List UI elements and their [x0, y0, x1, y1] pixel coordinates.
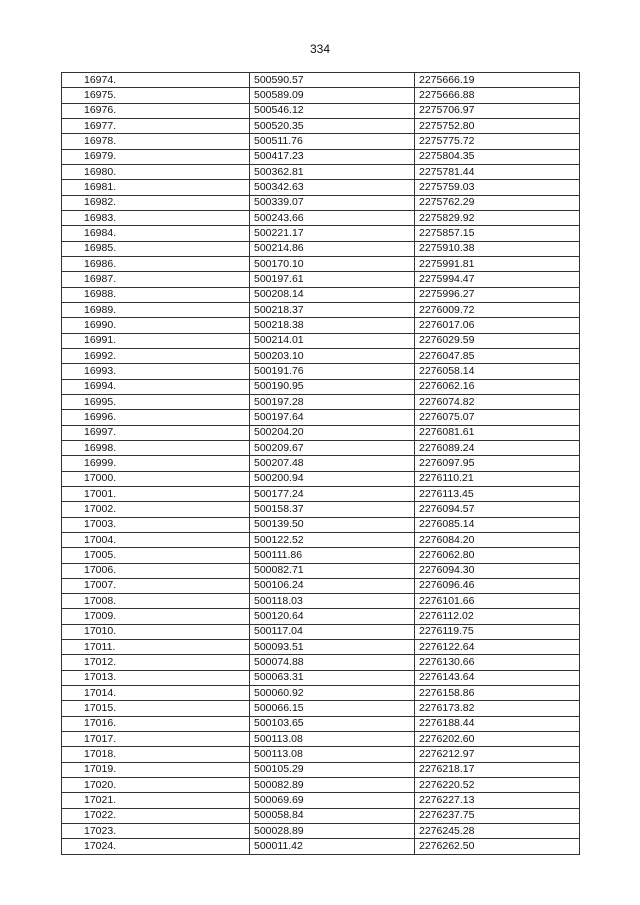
- y-coordinate-cell: 2276227.13: [415, 793, 580, 808]
- y-coordinate-cell: 2276122.64: [415, 640, 580, 655]
- x-coordinate-cell: 500058.84: [250, 808, 415, 823]
- y-coordinate-cell: 2276143.64: [415, 670, 580, 685]
- y-coordinate-cell: 2276218.17: [415, 762, 580, 777]
- y-coordinate-cell: 2276112.02: [415, 609, 580, 624]
- x-coordinate-cell: 500546.12: [250, 103, 415, 118]
- x-coordinate-cell: 500105.29: [250, 762, 415, 777]
- x-coordinate-cell: 500197.28: [250, 394, 415, 409]
- x-coordinate-cell: 500362.81: [250, 164, 415, 179]
- x-coordinate-cell: 500139.50: [250, 517, 415, 532]
- coordinates-table: [61, 72, 580, 855]
- point-number-cell: 16978.: [62, 134, 250, 149]
- table-row: [62, 272, 580, 287]
- table-row: [62, 425, 580, 440]
- point-number-cell: 16977.: [62, 118, 250, 133]
- point-number-cell: 17006.: [62, 563, 250, 578]
- point-number-cell: 16995.: [62, 394, 250, 409]
- y-coordinate-cell: 2276188.44: [415, 716, 580, 731]
- point-number-cell: 16982.: [62, 195, 250, 210]
- y-coordinate-cell: 2275829.92: [415, 210, 580, 225]
- table-row: [62, 302, 580, 317]
- point-number-cell: 17024.: [62, 839, 250, 854]
- table-row: [62, 440, 580, 455]
- table-row: [62, 364, 580, 379]
- x-coordinate-cell: 500197.64: [250, 410, 415, 425]
- y-coordinate-cell: 2276173.82: [415, 701, 580, 716]
- table-row: [62, 517, 580, 532]
- table-row: [62, 256, 580, 271]
- x-coordinate-cell: 500106.24: [250, 578, 415, 593]
- table-row: [62, 532, 580, 547]
- y-coordinate-cell: 2275804.35: [415, 149, 580, 164]
- x-coordinate-cell: 500342.63: [250, 180, 415, 195]
- table-row: [62, 486, 580, 501]
- y-coordinate-cell: 2276075.07: [415, 410, 580, 425]
- y-coordinate-cell: 2276009.72: [415, 302, 580, 317]
- y-coordinate-cell: 2276062.80: [415, 548, 580, 563]
- point-number-cell: 17017.: [62, 732, 250, 747]
- table-row: [62, 394, 580, 409]
- x-coordinate-cell: 500590.57: [250, 73, 415, 88]
- point-number-cell: 17011.: [62, 640, 250, 655]
- point-number-cell: 16985.: [62, 241, 250, 256]
- point-number-cell: 16992.: [62, 348, 250, 363]
- point-number-cell: 17005.: [62, 548, 250, 563]
- x-coordinate-cell: 500082.89: [250, 778, 415, 793]
- point-number-cell: 16983.: [62, 210, 250, 225]
- table-row: [62, 180, 580, 195]
- x-coordinate-cell: 500082.71: [250, 563, 415, 578]
- table-row: [62, 348, 580, 363]
- y-coordinate-cell: 2275996.27: [415, 287, 580, 302]
- y-coordinate-cell: 2276130.66: [415, 655, 580, 670]
- point-number-cell: 16999.: [62, 456, 250, 471]
- y-coordinate-cell: 2276245.28: [415, 824, 580, 839]
- point-number-cell: 17015.: [62, 701, 250, 716]
- y-coordinate-cell: 2275706.97: [415, 103, 580, 118]
- point-number-cell: 16984.: [62, 226, 250, 241]
- x-coordinate-cell: 500177.24: [250, 486, 415, 501]
- x-coordinate-cell: 500060.92: [250, 686, 415, 701]
- point-number-cell: 16987.: [62, 272, 250, 287]
- point-number-cell: 16981.: [62, 180, 250, 195]
- table-row: [62, 88, 580, 103]
- table-row: [62, 548, 580, 563]
- point-number-cell: 17002.: [62, 502, 250, 517]
- x-coordinate-cell: 500093.51: [250, 640, 415, 655]
- y-coordinate-cell: 2276074.82: [415, 394, 580, 409]
- table-row: [62, 778, 580, 793]
- table-row: [62, 670, 580, 685]
- y-coordinate-cell: 2276058.14: [415, 364, 580, 379]
- point-number-cell: 17020.: [62, 778, 250, 793]
- x-coordinate-cell: 500120.64: [250, 609, 415, 624]
- y-coordinate-cell: 2276096.46: [415, 578, 580, 593]
- point-number-cell: 17009.: [62, 609, 250, 624]
- point-number-cell: 16994.: [62, 379, 250, 394]
- table-row: [62, 118, 580, 133]
- point-number-cell: 17004.: [62, 532, 250, 547]
- point-number-cell: 16998.: [62, 440, 250, 455]
- x-coordinate-cell: 500158.37: [250, 502, 415, 517]
- y-coordinate-cell: 2276084.20: [415, 532, 580, 547]
- table-row: [62, 839, 580, 854]
- x-coordinate-cell: 500214.86: [250, 241, 415, 256]
- y-coordinate-cell: 2276237.75: [415, 808, 580, 823]
- y-coordinate-cell: 2276101.66: [415, 594, 580, 609]
- x-coordinate-cell: 500214.01: [250, 333, 415, 348]
- x-coordinate-cell: 500203.10: [250, 348, 415, 363]
- y-coordinate-cell: 2276113.45: [415, 486, 580, 501]
- y-coordinate-cell: 2275781.44: [415, 164, 580, 179]
- table-row: [62, 808, 580, 823]
- x-coordinate-cell: 500118.03: [250, 594, 415, 609]
- x-coordinate-cell: 500207.48: [250, 456, 415, 471]
- point-number-cell: 16986.: [62, 256, 250, 271]
- table-row: [62, 594, 580, 609]
- table-row: [62, 640, 580, 655]
- x-coordinate-cell: 500103.65: [250, 716, 415, 731]
- point-number-cell: 17000.: [62, 471, 250, 486]
- x-coordinate-cell: 500243.66: [250, 210, 415, 225]
- point-number-cell: 16976.: [62, 103, 250, 118]
- point-number-cell: 17007.: [62, 578, 250, 593]
- x-coordinate-cell: 500028.89: [250, 824, 415, 839]
- y-coordinate-cell: 2275775.72: [415, 134, 580, 149]
- x-coordinate-cell: 500191.76: [250, 364, 415, 379]
- coordinates-table-body: [62, 73, 580, 855]
- table-row: [62, 824, 580, 839]
- y-coordinate-cell: 2276081.61: [415, 425, 580, 440]
- table-row: [62, 195, 580, 210]
- table-row: [62, 210, 580, 225]
- point-number-cell: 17023.: [62, 824, 250, 839]
- point-number-cell: 17010.: [62, 624, 250, 639]
- point-number-cell: 16996.: [62, 410, 250, 425]
- y-coordinate-cell: 2276017.06: [415, 318, 580, 333]
- y-coordinate-cell: 2275666.19: [415, 73, 580, 88]
- table-row: [62, 716, 580, 731]
- point-number-cell: 16979.: [62, 149, 250, 164]
- point-number-cell: 17014.: [62, 686, 250, 701]
- x-coordinate-cell: 500063.31: [250, 670, 415, 685]
- table-row: [62, 624, 580, 639]
- table-row: [62, 456, 580, 471]
- table-row: [62, 655, 580, 670]
- point-number-cell: 17013.: [62, 670, 250, 685]
- y-coordinate-cell: 2276094.57: [415, 502, 580, 517]
- table-row: [62, 502, 580, 517]
- x-coordinate-cell: 500122.52: [250, 532, 415, 547]
- point-number-cell: 17001.: [62, 486, 250, 501]
- page-number: 334: [309, 42, 331, 56]
- x-coordinate-cell: 500339.07: [250, 195, 415, 210]
- table-row: [62, 73, 580, 88]
- table-row: [62, 762, 580, 777]
- x-coordinate-cell: 500209.67: [250, 440, 415, 455]
- y-coordinate-cell: 2276094.30: [415, 563, 580, 578]
- x-coordinate-cell: 500520.35: [250, 118, 415, 133]
- x-coordinate-cell: 500069.69: [250, 793, 415, 808]
- table-row: [62, 134, 580, 149]
- table-row: [62, 164, 580, 179]
- table-row: [62, 471, 580, 486]
- y-coordinate-cell: 2276029.59: [415, 333, 580, 348]
- x-coordinate-cell: 500074.88: [250, 655, 415, 670]
- y-coordinate-cell: 2275857.15: [415, 226, 580, 241]
- point-number-cell: 17018.: [62, 747, 250, 762]
- y-coordinate-cell: 2275994.47: [415, 272, 580, 287]
- table-row: [62, 287, 580, 302]
- y-coordinate-cell: 2275762.29: [415, 195, 580, 210]
- table-row: [62, 578, 580, 593]
- point-number-cell: 16993.: [62, 364, 250, 379]
- x-coordinate-cell: 500011.42: [250, 839, 415, 854]
- point-number-cell: 16990.: [62, 318, 250, 333]
- point-number-cell: 17019.: [62, 762, 250, 777]
- x-coordinate-cell: 500117.04: [250, 624, 415, 639]
- x-coordinate-cell: 500511.76: [250, 134, 415, 149]
- point-number-cell: 17012.: [62, 655, 250, 670]
- x-coordinate-cell: 500218.38: [250, 318, 415, 333]
- y-coordinate-cell: 2275666.88: [415, 88, 580, 103]
- point-number-cell: 17021.: [62, 793, 250, 808]
- y-coordinate-cell: 2276202.60: [415, 732, 580, 747]
- table-row: [62, 379, 580, 394]
- point-number-cell: 16997.: [62, 425, 250, 440]
- y-coordinate-cell: 2276062.16: [415, 379, 580, 394]
- x-coordinate-cell: 500197.61: [250, 272, 415, 287]
- point-number-cell: 16974.: [62, 73, 250, 88]
- x-coordinate-cell: 500208.14: [250, 287, 415, 302]
- table-row: [62, 701, 580, 716]
- table-row: [62, 563, 580, 578]
- x-coordinate-cell: 500589.09: [250, 88, 415, 103]
- point-number-cell: 16975.: [62, 88, 250, 103]
- table-row: [62, 226, 580, 241]
- table-row: [62, 318, 580, 333]
- y-coordinate-cell: 2276047.85: [415, 348, 580, 363]
- y-coordinate-cell: 2276212.97: [415, 747, 580, 762]
- x-coordinate-cell: 500066.15: [250, 701, 415, 716]
- y-coordinate-cell: 2276119.75: [415, 624, 580, 639]
- point-number-cell: 17003.: [62, 517, 250, 532]
- x-coordinate-cell: 500218.37: [250, 302, 415, 317]
- table-row: [62, 686, 580, 701]
- x-coordinate-cell: 500221.17: [250, 226, 415, 241]
- y-coordinate-cell: 2276085.14: [415, 517, 580, 532]
- table-row: [62, 609, 580, 624]
- x-coordinate-cell: 500111.86: [250, 548, 415, 563]
- table-row: [62, 747, 580, 762]
- point-number-cell: 17022.: [62, 808, 250, 823]
- table-row: [62, 333, 580, 348]
- table-row: [62, 410, 580, 425]
- x-coordinate-cell: 500113.08: [250, 747, 415, 762]
- point-number-cell: 16988.: [62, 287, 250, 302]
- table-row: [62, 732, 580, 747]
- x-coordinate-cell: 500190.95: [250, 379, 415, 394]
- y-coordinate-cell: 2275991.81: [415, 256, 580, 271]
- point-number-cell: 16989.: [62, 302, 250, 317]
- y-coordinate-cell: 2275759.03: [415, 180, 580, 195]
- x-coordinate-cell: 500204.20: [250, 425, 415, 440]
- x-coordinate-cell: 500417.23: [250, 149, 415, 164]
- table-row: [62, 793, 580, 808]
- point-number-cell: 16980.: [62, 164, 250, 179]
- point-number-cell: 16991.: [62, 333, 250, 348]
- y-coordinate-cell: 2276110.21: [415, 471, 580, 486]
- y-coordinate-cell: 2276220.52: [415, 778, 580, 793]
- table-row: [62, 149, 580, 164]
- y-coordinate-cell: 2276158.86: [415, 686, 580, 701]
- x-coordinate-cell: 500170.10: [250, 256, 415, 271]
- x-coordinate-cell: 500200.94: [250, 471, 415, 486]
- table-row: [62, 241, 580, 256]
- point-number-cell: 17008.: [62, 594, 250, 609]
- table-row: [62, 103, 580, 118]
- y-coordinate-cell: 2276097.95: [415, 456, 580, 471]
- x-coordinate-cell: 500113.08: [250, 732, 415, 747]
- y-coordinate-cell: 2275752.80: [415, 118, 580, 133]
- y-coordinate-cell: 2276089.24: [415, 440, 580, 455]
- y-coordinate-cell: 2276262.50: [415, 839, 580, 854]
- y-coordinate-cell: 2275910.38: [415, 241, 580, 256]
- point-number-cell: 17016.: [62, 716, 250, 731]
